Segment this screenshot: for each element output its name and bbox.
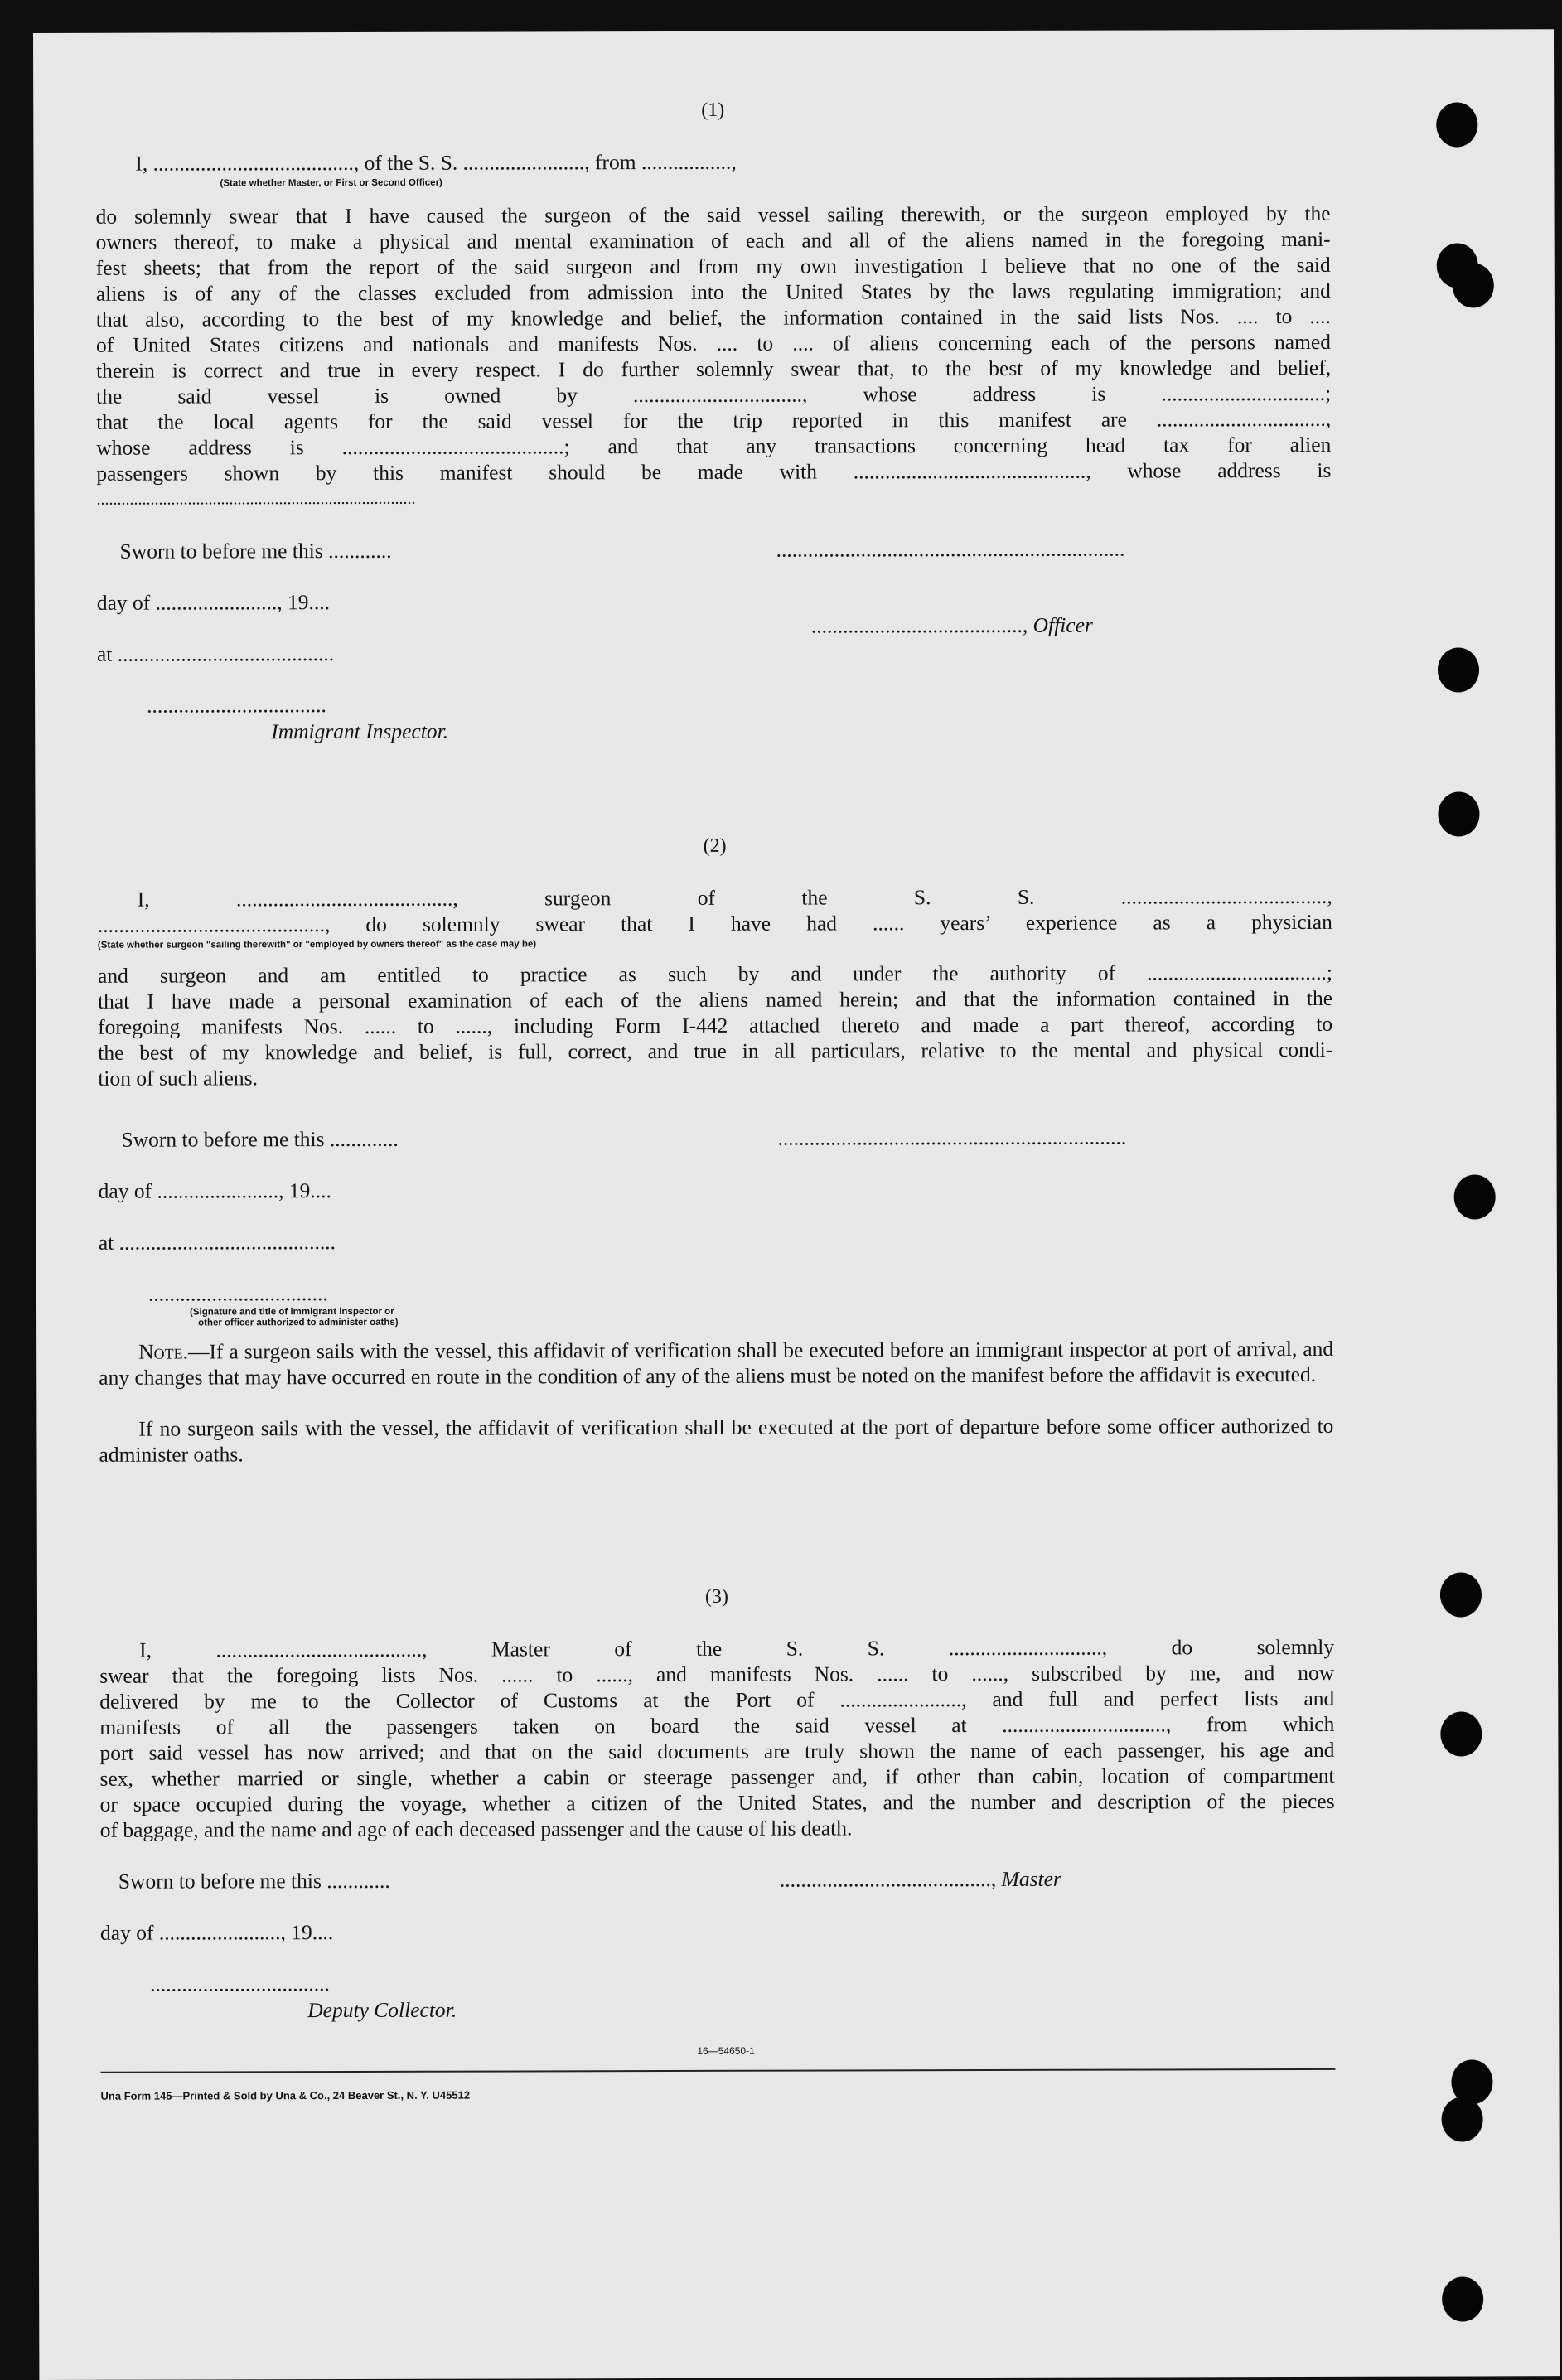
- section-1-officer-line: [811, 612, 1093, 639]
- form-page: [33, 29, 1560, 2380]
- section-1-line: the said vessel is owned by ................................, whose address is ...............................;: [96, 380, 1332, 409]
- officer-title: Officer: [1032, 612, 1093, 637]
- punch-hole-6: [1454, 1174, 1496, 1219]
- section-1-at-line: at .........................................: [96, 641, 335, 666]
- form-content: [95, 30, 1335, 2102]
- section-1-line: therein is correct and true in every respect. I do further solemnly swear that, to the best of my knowledge and belief,: [96, 355, 1332, 383]
- punch-hole-5: [1438, 791, 1479, 836]
- section-3-master-line: [780, 1866, 1061, 1893]
- section-2-sworn-signature-line: ..................................................................: [777, 1125, 1127, 1150]
- master-title: Master: [1001, 1866, 1061, 1891]
- master-dots: ........................................,: [779, 1866, 1002, 1892]
- section-2-signature-note-1: (Signature and title of immigrant inspector or: [190, 1306, 394, 1318]
- section-3-collector-title: Deputy Collector.: [307, 1997, 457, 2023]
- section-1-inspector-dots: ..................................: [147, 693, 326, 718]
- section-3-line: I, ......................................., Master of the S. S. ............................., do solemnly: [139, 1634, 1335, 1662]
- section-2-note: [99, 1336, 1333, 1391]
- section-3-line: sex, whether married or single, whether a cabin or steerage passenger and, if other than cabin, location of compartment: [99, 1763, 1335, 1791]
- punch-hole-8: [1440, 1711, 1482, 1756]
- section-3-line: or space occupied during the voyage, whether a citizen of the United States, and the number and description of the pieces: [99, 1788, 1335, 1816]
- note-label: Note.: [138, 1339, 188, 1364]
- section-1-line: that the local agents for the said vessel for the trip reported in this manifest are ................................,: [96, 406, 1332, 434]
- section-1-inspector-title: Immigrant Inspector.: [271, 718, 449, 744]
- section-3-line: of baggage, and the name and age of each deceased passenger and the cause of his death.: [99, 1816, 853, 1842]
- section-2-line: tion of such aliens.: [98, 1066, 258, 1091]
- section-2-day-line: day of ......................., 19....: [98, 1178, 331, 1203]
- footer-rule: [100, 2068, 1335, 2073]
- section-1-sworn-signature-line: ..................................................................: [776, 536, 1125, 562]
- section-2-signature-note-2: other officer authorized to administer oaths): [198, 1317, 399, 1328]
- section-2-surgeon-note: (State whether surgeon "sailing therewith" or "employed by owners thereof" as the case may be): [97, 939, 537, 951]
- section-1-day-line: day of ......................., 19....: [96, 590, 331, 615]
- officer-dots: ........................................,: [810, 612, 1033, 638]
- section-3-line: port said vessel has now arrived; and that on the said documents are truly shown the name of each passenger, his age and: [99, 1737, 1335, 1765]
- section-3-collector-dots: ..................................: [150, 1971, 330, 1996]
- section-2-line: foregoing manifests Nos. ...... to ......, including Form I-442 attached thereto and made a part thereof, according to: [98, 1011, 1333, 1039]
- section-2-line: the best of my knowledge and belief, is full, correct, and true in all particulars, relative to the mental and physical condi-: [98, 1037, 1333, 1065]
- section-1-opening-line: I, ......................................, of the S. S. ......................., from .................,: [135, 149, 737, 176]
- punch-hole-7: [1440, 1572, 1482, 1617]
- punch-hole-4: [1438, 647, 1479, 692]
- section-1-line: fest sheets; that from the report of the said surgeon and from my own investigation I believe that no one of the said: [95, 252, 1331, 280]
- section-1-line: passengers shown by this manifest should be made with ............................................, whose address is: [96, 457, 1332, 486]
- section-2-signature-dots: ..................................: [147, 1281, 328, 1306]
- punch-hole-10: [1442, 2097, 1483, 2141]
- punch-hole-3: [1453, 263, 1494, 307]
- section-1-line: do solemnly swear that I have caused the surgeon of the said vessel sailing therewith, or the surgeon employed by the: [95, 201, 1331, 229]
- section-3-line: delivered by me to the Collector of Customs at the Port of ......................., and full and perfect lists and: [99, 1686, 1335, 1714]
- punch-hole-1: [1436, 102, 1477, 147]
- section-1-line: aliens is of any of the classes excluded from admission into the United States by the laws regulating immigration; and: [95, 278, 1331, 306]
- section-3-sworn-line: Sworn to before me this ............: [118, 1868, 390, 1894]
- printer-footer: Una Form 145—Printed & Sold by Una & Co., 24 Beaver St., N. Y. U45512: [100, 2088, 471, 2102]
- punch-hole-11: [1442, 2276, 1483, 2321]
- section-2-line: that I have made a personal examination of each of the aliens named herein; and that the information contained in the: [98, 985, 1333, 1013]
- note-text: —If a surgeon sails with the vessel, this affidavit of verification shall be executed before an immigrant inspector at port of arrival, and any changes that may have occurred en route in the condition of any of the aliens must be noted on the manifest before the affidavit is executed.: [99, 1336, 1334, 1390]
- section-1-sworn-line: Sworn to before me this ............: [119, 538, 392, 564]
- section-3-line: manifests of all the passengers taken on board the said vessel at ..............................., from which: [99, 1711, 1335, 1739]
- section-2-number: (2): [703, 834, 727, 857]
- section-3-day-line: day of ......................., 19....: [99, 1920, 334, 1945]
- section-3-number: (3): [704, 1585, 728, 1608]
- section-2-line: and surgeon and am entitled to practice as such by and under the authority of ..................................;: [97, 960, 1333, 988]
- section-1-officer-note: (State whether Master, or First or Second Officer): [220, 177, 442, 189]
- section-1-line: of United States citizens and nationals and manifests Nos. .... to .... of aliens concerning each of the persons named: [95, 329, 1332, 357]
- section-1-number: (1): [701, 99, 725, 121]
- form-number: 16—54650-1: [697, 2044, 755, 2057]
- section-2-line-2: ..........................................., do solemnly swear that I have had ...... years’ experience as a physician: [97, 909, 1332, 937]
- section-2-sworn-line: Sworn to before me this .............: [121, 1126, 399, 1152]
- section-3-line: swear that the foregoing lists Nos. ...... to ......, and manifests Nos. ...... to ......, subscribed by me, and now: [99, 1660, 1335, 1688]
- section-2-line-1: I, ........................................., surgeon of the S. S. .......................................,: [137, 883, 1332, 912]
- section-1-line: owners thereof, to make a physical and mental examination of each and all of the aliens named in the foregoing mani-: [95, 226, 1331, 254]
- section-2-at-line: at .........................................: [98, 1230, 336, 1255]
- section-1-line: that also, according to the best of my knowledge and belief, the information contained in the said lists Nos. .... to ....: [95, 303, 1331, 331]
- section-2-note-2: If no surgeon sails with the vessel, the affidavit of verification shall be executed at the port of departure before some officer authorized to administer oaths.: [99, 1413, 1334, 1467]
- section-1-line: whose address is ..........................................; and that any transactions concerning head tax for alien: [96, 432, 1332, 460]
- section-1-trailing-dots: .............................................................................: [96, 489, 416, 509]
